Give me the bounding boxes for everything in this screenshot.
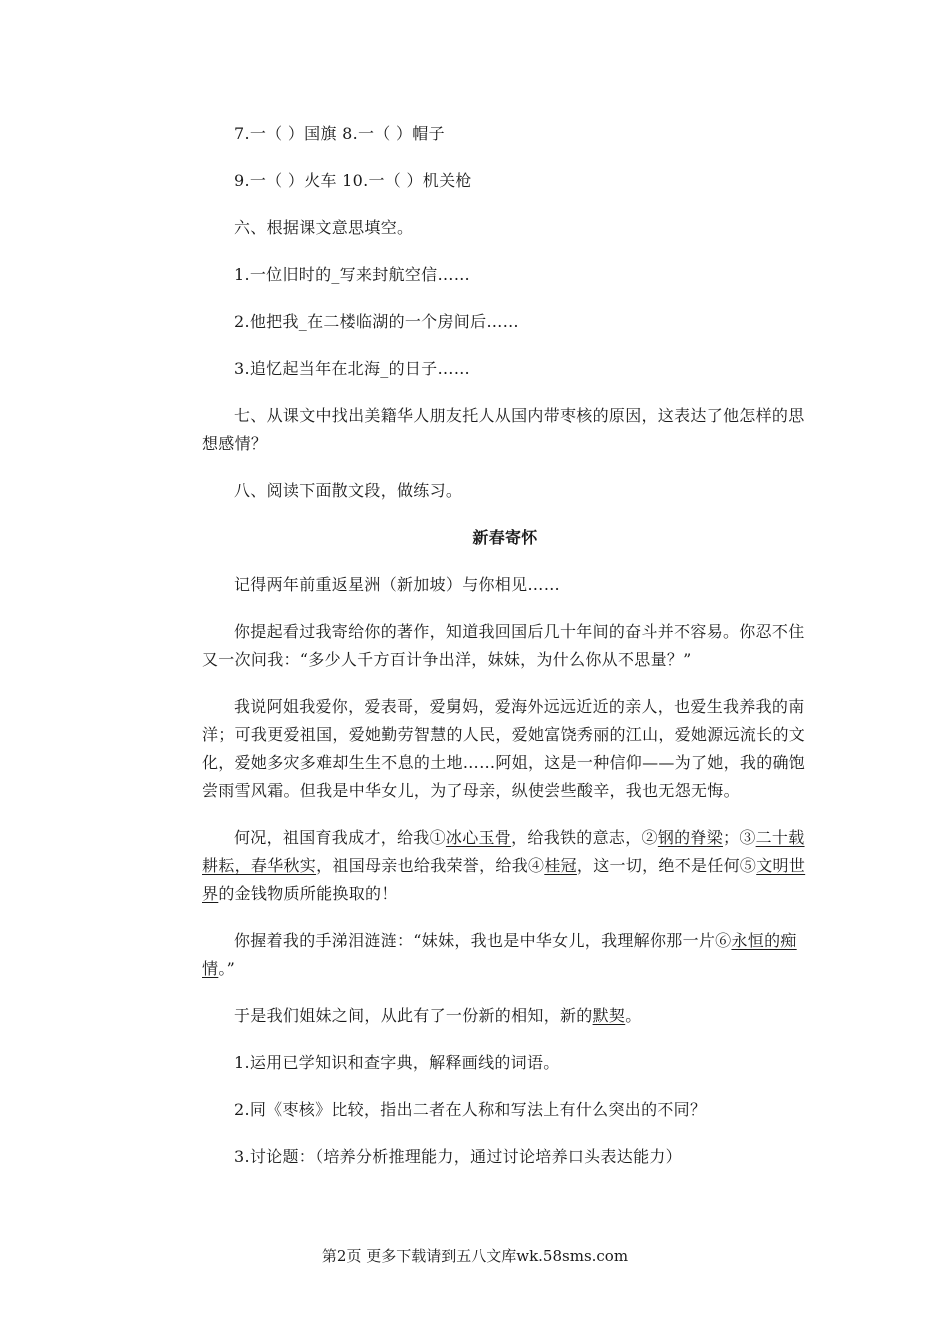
text-run: 于是我们姐妹之间，从此有了一份新的相知，新的 (234, 1006, 593, 1025)
underlined-term-4: 桂冠 (544, 856, 577, 875)
page-content (202, 120, 808, 1171)
fill-blank-1: 1.一位旧时的_写来封航空信…… (234, 265, 471, 284)
essay-paragraph-5 (202, 927, 808, 983)
underlined-term-1: 冰心玉骨 (445, 828, 512, 847)
text-run: ；③ (723, 828, 756, 847)
essay-paragraph-4 (202, 824, 808, 908)
text-run: ，这一切，绝不是任何⑤ (576, 856, 757, 875)
exercise-line-7-8: 7.一（ ）国旗 8.一（ ）帽子 (234, 124, 445, 143)
essay-paragraph-6 (202, 1002, 808, 1030)
text-run: ，祖国母亲也给我荣誉，给我④ (316, 856, 545, 875)
fill-blank-3: 3.追忆起当年在北海_的日子…… (234, 359, 471, 378)
section-seven-question: 七、从课文中找出美籍华人朋友托人从国内带枣核的原因，这表达了他怎样的思想感情？ (202, 406, 805, 453)
text-run: ，给我铁的意志，② (511, 828, 658, 847)
text-run: 何况，祖国育我成才，给我① (234, 828, 446, 847)
text-run: 。 (625, 1006, 642, 1025)
section-eight-heading: 八、阅读下面散文段，做练习。 (234, 481, 463, 500)
text-run: 你握着我的手涕泪涟涟：“妹妹，我也是中华女儿，我理解你那一片⑥ (234, 931, 732, 950)
underlined-term-2: 钢的脊梁 (657, 828, 724, 847)
essay-paragraph-1: 记得两年前重返星洲（新加坡）与你相见…… (234, 575, 561, 594)
underlined-term-5: 文明世界 (202, 856, 806, 903)
question-1: 1.运用已学知识和查字典，解释画线的词语。 (234, 1053, 560, 1072)
underlined-term-3: 二十载耕耘，春华秋实 (202, 828, 805, 875)
underlined-term-7: 默契 (592, 1006, 626, 1025)
page-footer: 第2页 更多下载请到五八文库wk.58sms.com (321, 1247, 629, 1265)
essay-paragraph-2: 你提起看过我寄给你的著作，知道我回国后几十年间的奋斗并不容易。你忍不住又一次问我：“多少人千方百计争出洋，妹妹，为什么你从不思量？” (202, 622, 805, 669)
underlined-term-6: 永恒的痴情 (202, 931, 797, 978)
text-run: 。” (218, 959, 236, 978)
section-six-heading: 六、根据课文意思填空。 (234, 218, 414, 237)
text-run: 的金钱物质所能换取的！ (218, 884, 398, 903)
question-3: 3.讨论题：（培养分析推理能力，通过讨论培养口头表达能力） (234, 1147, 682, 1166)
question-2: 2.同《枣核》比较，指出二者在人称和写法上有什么突出的不同？ (234, 1100, 707, 1119)
essay-paragraph-3: 我说阿姐我爱你，爱表哥，爱舅妈，爱海外远远近近的亲人，也爱生我养我的南洋；可我更爱祖国，爱她勤劳智慧的人民，爱她富饶秀丽的江山，爱她源远流长的文化，爱她多灾多难却生生不息的土地……阿姐，这是一种信仰——为了她，我的确饱尝雨雪风霜。但我是中华女儿，为了母亲，纵使尝些酸辛，我也无怨无悔。 (202, 697, 806, 800)
exercise-line-9-10: 9.一（ ）火车 10.一（ ）机关枪 (234, 171, 472, 190)
fill-blank-2: 2.他把我_在二楼临湖的一个房间后…… (234, 312, 519, 331)
essay-title: 新春寄怀 (472, 528, 538, 547)
